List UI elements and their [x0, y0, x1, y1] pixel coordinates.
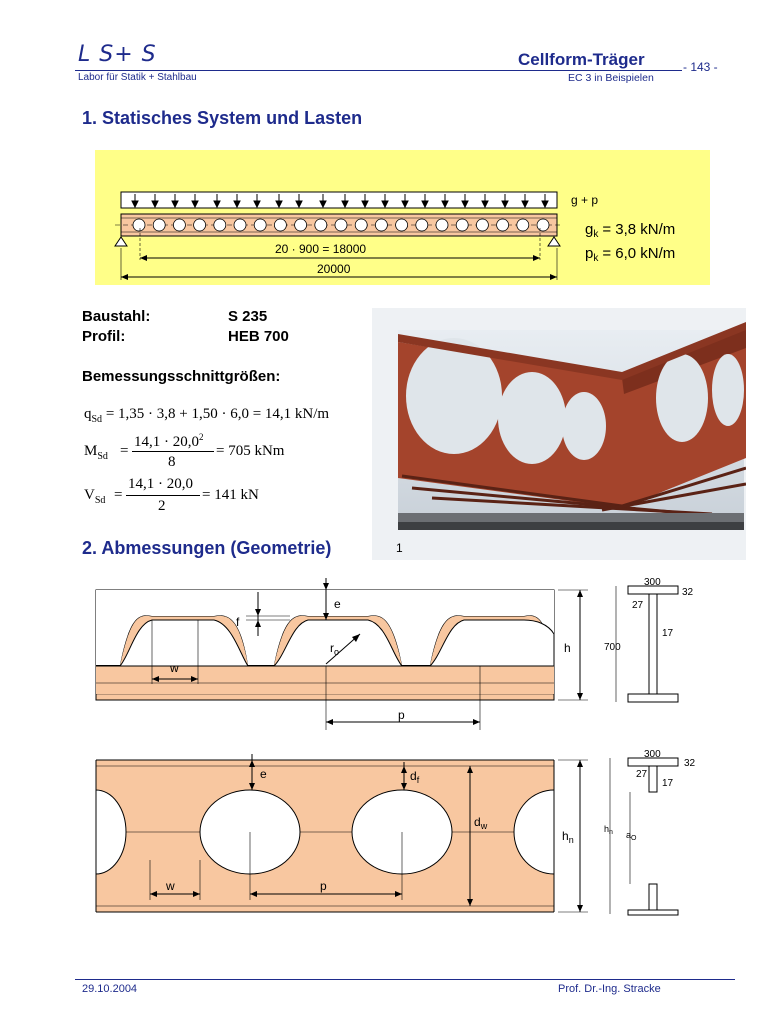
footer-date: 29.10.2004	[82, 983, 138, 995]
sec1-width: 300	[644, 577, 661, 588]
sec1-height: 700	[604, 642, 621, 653]
dim-e: e	[334, 597, 341, 611]
cross-section-heb700	[600, 576, 700, 712]
beam-hole	[517, 219, 529, 231]
beam-hole	[153, 219, 165, 231]
photo-illustration	[372, 308, 746, 560]
beam-hole	[355, 219, 367, 231]
forces-heading: Bemessungsschnittgrößen:	[82, 368, 281, 385]
cross-section-cellform	[600, 746, 700, 916]
sec2-ao: $a_O$	[626, 830, 637, 842]
steel-label: Baustahl:	[82, 308, 151, 325]
sec2-flange: 32	[684, 758, 696, 769]
dim2-df: $d_f$	[410, 769, 420, 785]
beam-hole	[274, 219, 286, 231]
beam-hole	[375, 219, 387, 231]
geometry-drawing-cellform	[90, 750, 600, 920]
dim2-dw: $d_w$	[474, 815, 488, 831]
beam-hole	[416, 219, 428, 231]
section2-heading: 2. Abmessungen (Geometrie)	[82, 538, 332, 558]
dim2-w: w	[166, 879, 175, 893]
page-number: - 143 -	[683, 60, 718, 74]
beam-hole	[497, 219, 509, 231]
geometry-drawing-original	[90, 574, 600, 730]
sec2-width: 300	[644, 749, 661, 760]
equation-q: $q_{Sd} = 1,35 \cdot 3,8 + 1,50 \cdot 6,0 = 14,1$ kN/m	[84, 406, 330, 425]
beam-hole	[234, 219, 246, 231]
sec2-radius: 27	[636, 769, 648, 780]
dim-ro: $r_o$	[330, 641, 340, 657]
steel-value: S 235	[228, 308, 268, 325]
dim2-p: p	[320, 879, 327, 893]
dim-p: p	[398, 708, 405, 722]
beam-hole	[214, 219, 226, 231]
gk-label: $g_k = 3,8$ kN/m	[585, 221, 676, 240]
dim2-hn: $h_n$	[562, 829, 574, 845]
photo-cellform-beam	[372, 308, 746, 560]
sec2-web: 17	[662, 778, 674, 789]
load-label: g + p	[571, 193, 599, 207]
photo-caption: 1	[396, 541, 403, 555]
sec1-flange: 32	[682, 587, 694, 598]
beam-hole	[396, 219, 408, 231]
profile-label: Profil:	[82, 328, 126, 345]
load-diagram	[95, 150, 710, 285]
beam-hole	[295, 219, 307, 231]
sec1-web: 17	[662, 628, 674, 639]
footer-rule	[75, 979, 735, 980]
footer-author: Prof. Dr.-Ing. Stracke	[558, 983, 661, 995]
logo: L S+ S	[78, 42, 157, 67]
logo-subtitle: Labor für Statik + Stahlbau	[78, 72, 197, 83]
equation-m: $M_{Sd}$ = $14,1 \cdot 20,0^2$ 8 = 705 kNm	[84, 432, 285, 470]
document-subtitle: EC 3 in Beispielen	[568, 72, 654, 84]
beam-hole	[173, 219, 185, 231]
sec2-hn: $h_n$	[604, 824, 613, 836]
dim-w: w	[170, 661, 179, 675]
beam-hole	[133, 219, 145, 231]
beam-hole	[537, 219, 549, 231]
profile-value: HEB 700	[228, 328, 289, 345]
beam-hole	[456, 219, 468, 231]
beam-hole	[476, 219, 488, 231]
beam-hole	[254, 219, 266, 231]
sec1-radius: 27	[632, 600, 644, 611]
dim-inner-label: 20 · 900 = 18000	[275, 242, 367, 256]
header-rule	[75, 70, 682, 71]
document-title: Cellform-Träger	[518, 50, 645, 69]
dim-outer-label: 20000	[317, 262, 351, 276]
beam-hole	[194, 219, 206, 231]
dim-h: h	[564, 641, 571, 655]
load-diagram-svg	[95, 150, 710, 285]
dim2-e: e	[260, 767, 267, 781]
beam-hole	[315, 219, 327, 231]
dim-f: f	[236, 615, 240, 629]
pk-label: $p_k = 6,0$ kN/m	[585, 245, 676, 264]
equation-v: $V_{Sd}$ = 14,1 · 20,0 2 = 141 kN	[84, 476, 259, 514]
beam-hole	[335, 219, 347, 231]
section1-heading: 1. Statisches System und Lasten	[82, 108, 363, 128]
beam-hole	[436, 219, 448, 231]
